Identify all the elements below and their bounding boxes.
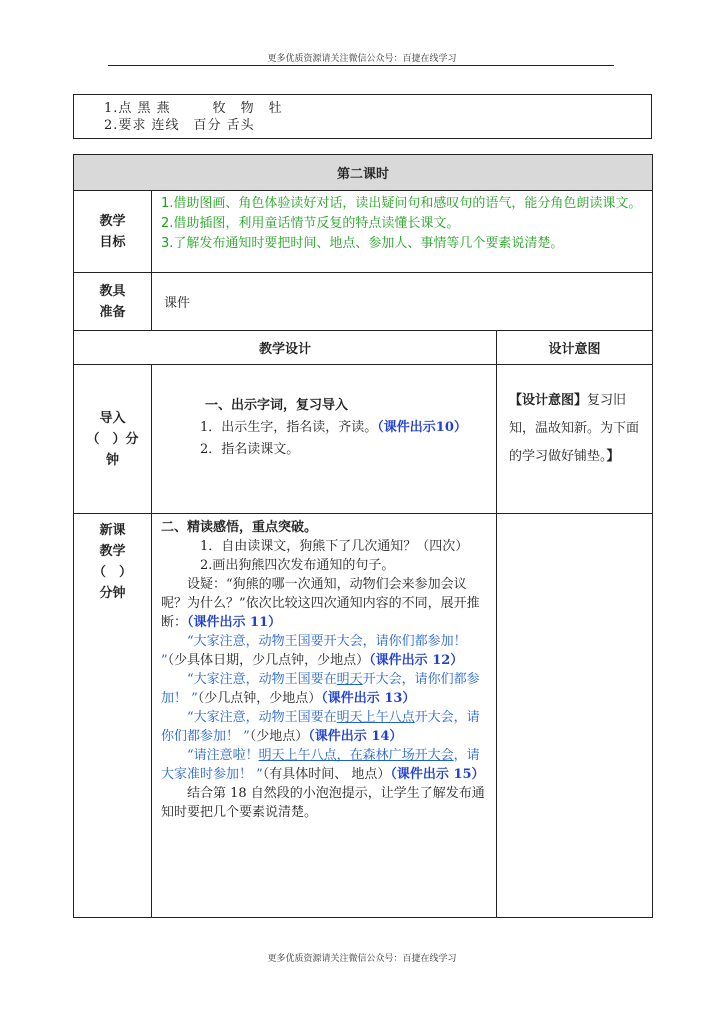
question-1: 1．自由读课文，狗熊下了几次通知？（四次） — [200, 539, 469, 554]
notice-4: “请注意啦！明天上午八点，在森林广场开大会，请大家准时参加！ ”（有具体时间、 地点）（课件出示 15） — [161, 748, 485, 782]
teaching-goals — [152, 191, 653, 273]
intent-header: 设计意图 — [497, 331, 653, 365]
courseware-ref-13: （课件出示 13） — [321, 691, 416, 706]
design-header: 教学设计 — [74, 331, 497, 365]
goal-label: 教学 目标 — [74, 191, 152, 273]
courseware-ref-11: （课件出示 11） — [187, 615, 282, 630]
goal-1: 1.借助图画、角色体验读好对话，读出疑问句和感叹句的语气，能分角色朗读课文。 — [161, 196, 642, 211]
newlesson-content — [152, 514, 497, 918]
prev-lesson-box — [73, 94, 652, 139]
courseware-ref-15: （课件出示 15） — [390, 767, 485, 782]
prev-line-1: 1.点 黑 燕 牧 物 牡 — [104, 101, 283, 116]
courseware-ref-14: （课件出示 14） — [308, 729, 403, 744]
courseware-ref-12: （课件出示 12） — [369, 653, 464, 668]
lesson-plan-table — [73, 154, 653, 918]
courseware-ref-10: （课件出示 — [377, 420, 436, 435]
conclusion: 结合第 18 自然段的小泡泡提示，让学生了解发布通知时要把几个要素说清楚。 — [161, 786, 485, 820]
header-rule — [108, 65, 614, 66]
prev-lesson-content — [74, 95, 652, 139]
notice-2: “大家注意，动物王国要在明天开大会，请你们都参加！ ”（少几点钟，少地点）（课件出示 13） — [161, 672, 480, 706]
tools-value: 课件 — [152, 273, 653, 331]
newlesson-heading: 二、精读感悟，重点突破。 — [161, 520, 318, 535]
goal-2: 2.借助插图，利用童话情节反复的特点读懂长课文。 — [161, 216, 460, 231]
intro-label: 导入 （ ）分 钟 — [74, 365, 152, 514]
notice-1: “大家注意，动物王国要开大会，请你们都参加！ ”（少具体日期，少几点钟，少地点）（课件出示 12） — [161, 634, 467, 668]
intro-item-2: 2．指名读课文。 — [200, 442, 300, 457]
newlesson-intent — [497, 514, 653, 918]
newlesson-label: 新课 教学 （ ） 分钟 — [74, 514, 152, 918]
goal-3: 3.了解发布通知时要把时间、地点、参加人、事情等几个要素说清楚。 — [161, 236, 564, 251]
lesson-title: 第二课时 — [74, 155, 653, 191]
intro-intent: 【设计意图】复习旧知，温故知新。为下面的学习做好铺垫。】 — [497, 365, 653, 514]
tools-label: 教具 准备 — [74, 273, 152, 331]
page-footer: 更多优质资源请关注微信公众号：百捷在线学习 — [267, 954, 457, 964]
set-question: 设疑：“狗熊的哪一次通知，动物们会来参加会议呢？为什么？”依次比较这四次通知内容的不同，展开推断：（课件出示 11） — [161, 577, 480, 630]
prev-line-2: 2.要求 连线 百分 舌头 — [104, 118, 255, 133]
notice-3: “大家注意，动物王国要在明天上午八点开大会，请你们都参加！ ”（少地点）（课件出示 14） — [161, 710, 480, 744]
intro-item-1: 1．出示生字，指名读，齐读。（课件出示10） — [200, 420, 467, 435]
intro-heading: 一、出示字词，复习导入 — [205, 398, 349, 413]
question-2: 2.画出狗熊四次发布通知的句子。 — [200, 558, 395, 573]
intro-content — [152, 365, 497, 514]
page-header: 更多优质资源请关注微信公众号：百捷在线学习 — [267, 54, 457, 64]
